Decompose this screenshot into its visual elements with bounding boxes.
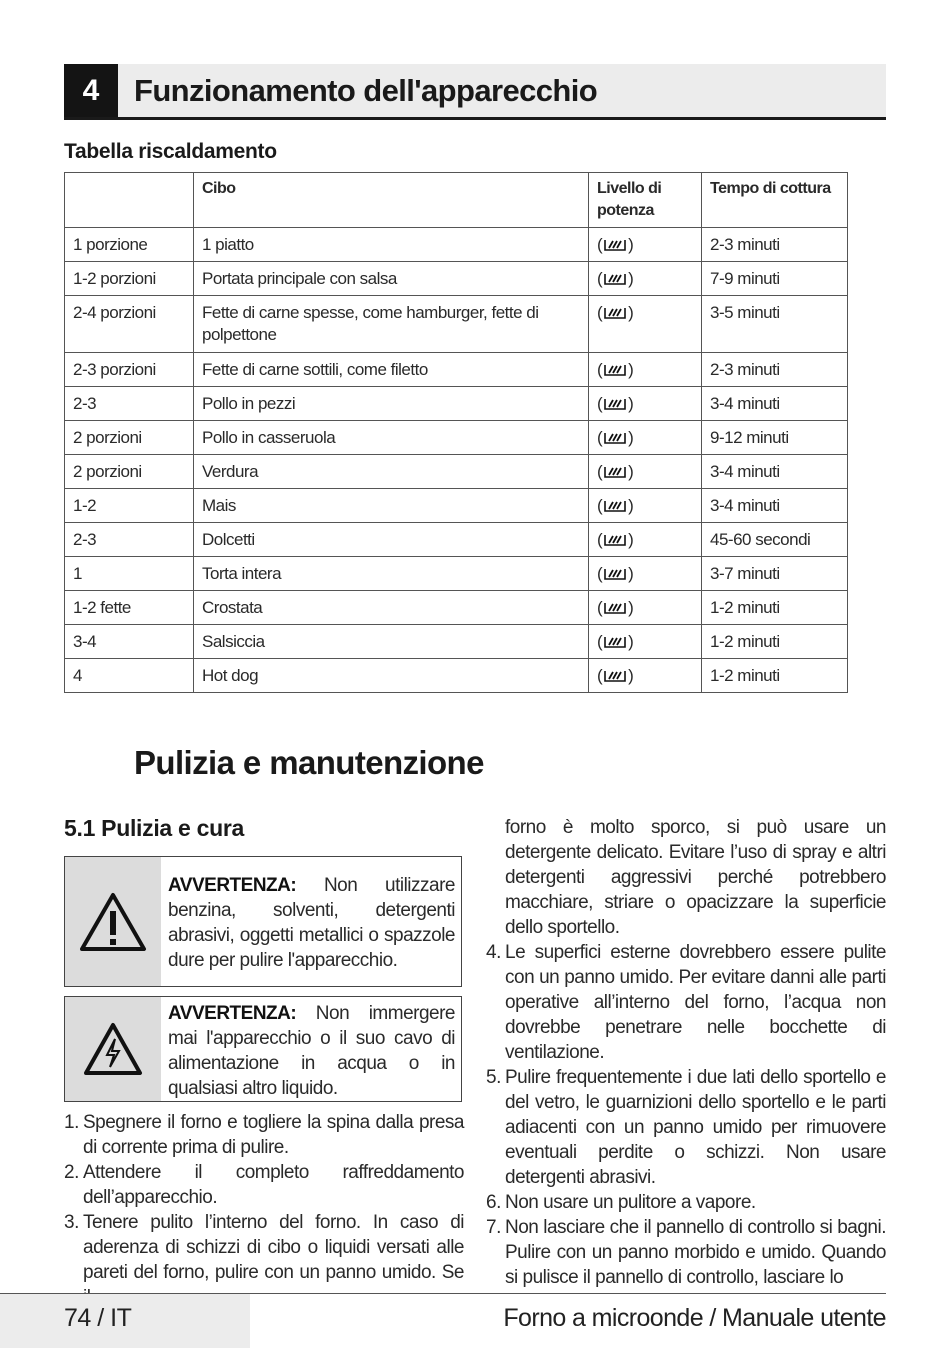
- cell-power: ( ): [589, 455, 702, 489]
- cell-food: Fette di carne spesse, come hamburger, fette di polpettone: [194, 296, 589, 353]
- list-item-number: 2.: [64, 1162, 79, 1183]
- warning-icon-cell: [65, 857, 161, 986]
- cell-quantity: 2-3: [65, 523, 194, 557]
- list-item-number: 6.: [486, 1192, 501, 1213]
- cell-time: 3-4 minuti: [702, 489, 848, 523]
- cell-quantity: 1-2: [65, 489, 194, 523]
- grill-heating-icon: [603, 272, 627, 286]
- cell-time: 3-4 minuti: [702, 455, 848, 489]
- warning-label: AVVERTENZA:: [168, 875, 297, 896]
- list-item-number: 1.: [64, 1112, 79, 1133]
- header-power-level: Livello di potenza: [589, 173, 702, 228]
- list-item: [64, 1110, 464, 1160]
- list-item: [486, 1065, 886, 1190]
- cell-power: ( ): [589, 228, 702, 262]
- cell-food: Portata principale con salsa: [194, 262, 589, 296]
- list-item-text: Pulire frequentemente i due lati dello sportello e del vetro, le guarnizioni dello sportello e le parti adiacenti con un panno umido per rimuovere eventuali perdite o schizzi. Non usare detergenti abrasivi.: [505, 1067, 886, 1188]
- grill-heating-icon: [603, 601, 627, 615]
- table-row: [65, 262, 848, 296]
- grill-heating-icon: [603, 567, 627, 581]
- cell-food: Verdura: [194, 455, 589, 489]
- cell-time: 3-4 minuti: [702, 387, 848, 421]
- cell-time: 9-12 minuti: [702, 421, 848, 455]
- cell-power: ( ): [589, 387, 702, 421]
- cell-food: Mais: [194, 489, 589, 523]
- list-item-number: 3.: [64, 1212, 79, 1233]
- cell-quantity: 1-2 fette: [65, 591, 194, 625]
- grill-heating-icon: [603, 431, 627, 445]
- cell-quantity: 1: [65, 557, 194, 591]
- warning-body: Non utilizzare benzina, solventi, detergenti abrasivi, oggetti metallici o spazzole dure per pulire l'apparecchio.: [168, 875, 455, 971]
- header-cooking-time: Tempo di cottura: [702, 173, 848, 228]
- table-row: [65, 353, 848, 387]
- table-row: [65, 421, 848, 455]
- warning-text: [168, 1001, 455, 1101]
- chapter-header: [64, 64, 886, 120]
- cell-time: 45-60 secondi: [702, 523, 848, 557]
- step-3-continued: forno è molto sporco, si può usare un detergente delicato. Evitare l’uso di spray e altri detergenti aggressivi perché potrebbero macchiare, striare o opacizzare la superficie dello sportello.: [505, 817, 886, 938]
- list-item-number: 7.: [486, 1217, 501, 1238]
- cell-food: Torta intera: [194, 557, 589, 591]
- table-header-row: [65, 173, 848, 228]
- cell-food: Pollo in casseruola: [194, 421, 589, 455]
- chapter-number: 4: [64, 64, 118, 117]
- list-item-number: 5.: [486, 1067, 501, 1088]
- table-row: [65, 557, 848, 591]
- cell-food: 1 piatto: [194, 228, 589, 262]
- heating-table: [64, 172, 848, 693]
- subsection-title: 5.1 Pulizia e cura: [64, 815, 244, 841]
- list-item-number: 4.: [486, 942, 501, 963]
- section-title: Pulizia e manutenzione: [134, 744, 484, 781]
- grill-heating-icon: [603, 499, 627, 513]
- cell-quantity: 1 porzione: [65, 228, 194, 262]
- header-food: Cibo: [194, 173, 589, 228]
- list-item-text: Spegnere il forno e togliere la spina dalla presa di corrente prima di pulire.: [83, 1112, 464, 1158]
- warning-box-solvents: [64, 856, 462, 987]
- warning-box-water: [64, 996, 462, 1102]
- list-item-text: Tenere pulito l’interno del forno. In caso di aderenza di schizzi di cibo o liquidi versati alle pareti del forno, pulire con un panno umido. Se: [83, 1212, 464, 1283]
- warning-icon-cell: [65, 997, 161, 1101]
- cell-power: ( ): [589, 421, 702, 455]
- cell-quantity: 3-4: [65, 625, 194, 659]
- table-title: Tabella riscaldamento: [64, 140, 277, 163]
- cell-quantity: 2-3: [65, 387, 194, 421]
- list-item: [64, 1160, 464, 1210]
- table-row: [65, 659, 848, 693]
- table-row: [65, 387, 848, 421]
- warning-text: [168, 873, 455, 973]
- table-row: [65, 523, 848, 557]
- grill-heating-icon: [603, 397, 627, 411]
- cell-power: ( ): [589, 353, 702, 387]
- list-item: [486, 1190, 886, 1215]
- cell-food: Fette di carne sottili, come filetto: [194, 353, 589, 387]
- grill-heating-icon: [603, 363, 627, 377]
- table-row: [65, 625, 848, 659]
- cleaning-steps-left: [64, 1110, 464, 1310]
- grill-heating-icon: [603, 635, 627, 649]
- list-item-text: Attendere il completo raffreddamento dell’apparecchio.: [83, 1162, 464, 1208]
- table-row: [65, 228, 848, 262]
- list-item-text: Non lasciare che il pannello di controllo si bagni. Pulire con un panno morbido e umido. Quando si pulisce il pannello di controllo, lasciare lo: [505, 1217, 886, 1288]
- grill-heating-icon: [603, 669, 627, 683]
- cell-quantity: 1-2 porzioni: [65, 262, 194, 296]
- list-item-text: Non usare un pulitore a vapore.: [505, 1192, 756, 1213]
- header-quantity: [65, 173, 194, 228]
- cell-quantity: 4: [65, 659, 194, 693]
- grill-heating-icon: [603, 238, 627, 252]
- chapter-title: Funzionamento dell'apparecchio: [134, 73, 598, 108]
- table-row: [65, 455, 848, 489]
- cell-time: 2-3 minuti: [702, 353, 848, 387]
- cell-quantity: 2 porzioni: [65, 421, 194, 455]
- cell-food: Pollo in pezzi: [194, 387, 589, 421]
- warning-body: Non immergere mai l'apparecchio o il suo cavo di alimentazione in acqua o in qualsiasi altro liquido.: [168, 1003, 455, 1099]
- grill-heating-icon: [603, 306, 627, 320]
- cell-food: Crostata: [194, 591, 589, 625]
- footer-document-title: Forno a microonde / Manuale utente: [503, 1304, 886, 1332]
- steps-list: [486, 940, 886, 1290]
- cell-power: ( ): [589, 591, 702, 625]
- cell-time: 3-5 minuti: [702, 296, 848, 353]
- cell-time: 1-2 minuti: [702, 659, 848, 693]
- cell-time: 7-9 minuti: [702, 262, 848, 296]
- grill-heating-icon: [603, 533, 627, 547]
- warning-triangle-icon: [78, 891, 148, 953]
- list-item: [486, 940, 886, 1065]
- cleaning-steps-right: [486, 815, 886, 1290]
- cell-power: ( ): [589, 489, 702, 523]
- cell-power: ( ): [589, 262, 702, 296]
- cell-time: 1-2 minuti: [702, 625, 848, 659]
- table-body: [65, 228, 848, 693]
- electric-hazard-icon: [82, 1021, 144, 1077]
- cell-power: ( ): [589, 659, 702, 693]
- list-item: [486, 1215, 886, 1290]
- cell-food: Hot dog: [194, 659, 589, 693]
- cell-time: 1-2 minuti: [702, 591, 848, 625]
- cell-quantity: 2 porzioni: [65, 455, 194, 489]
- cell-power: ( ): [589, 625, 702, 659]
- table-row: [65, 489, 848, 523]
- cell-power: ( ): [589, 296, 702, 353]
- table-row: [65, 591, 848, 625]
- cell-time: 2-3 minuti: [702, 228, 848, 262]
- cell-power: ( ): [589, 523, 702, 557]
- table-row: [65, 296, 848, 353]
- cell-time: 3-7 minuti: [702, 557, 848, 591]
- cell-quantity: 2-3 porzioni: [65, 353, 194, 387]
- warning-label: AVVERTENZA:: [168, 1003, 297, 1024]
- list-item-text: Le superfici esterne dovrebbero essere pulite con un panno umido. Per evitare danni alle parti operative all’interno del forno, l’acqua non dovrebbe penetrare nelle bocchette di ventilazione.: [505, 942, 886, 1063]
- footer-page-number: 74 / IT: [64, 1304, 132, 1332]
- cell-power: ( ): [589, 557, 702, 591]
- cell-quantity: 2-4 porzioni: [65, 296, 194, 353]
- cell-food: Dolcetti: [194, 523, 589, 557]
- grill-heating-icon: [603, 465, 627, 479]
- cell-food: Salsiccia: [194, 625, 589, 659]
